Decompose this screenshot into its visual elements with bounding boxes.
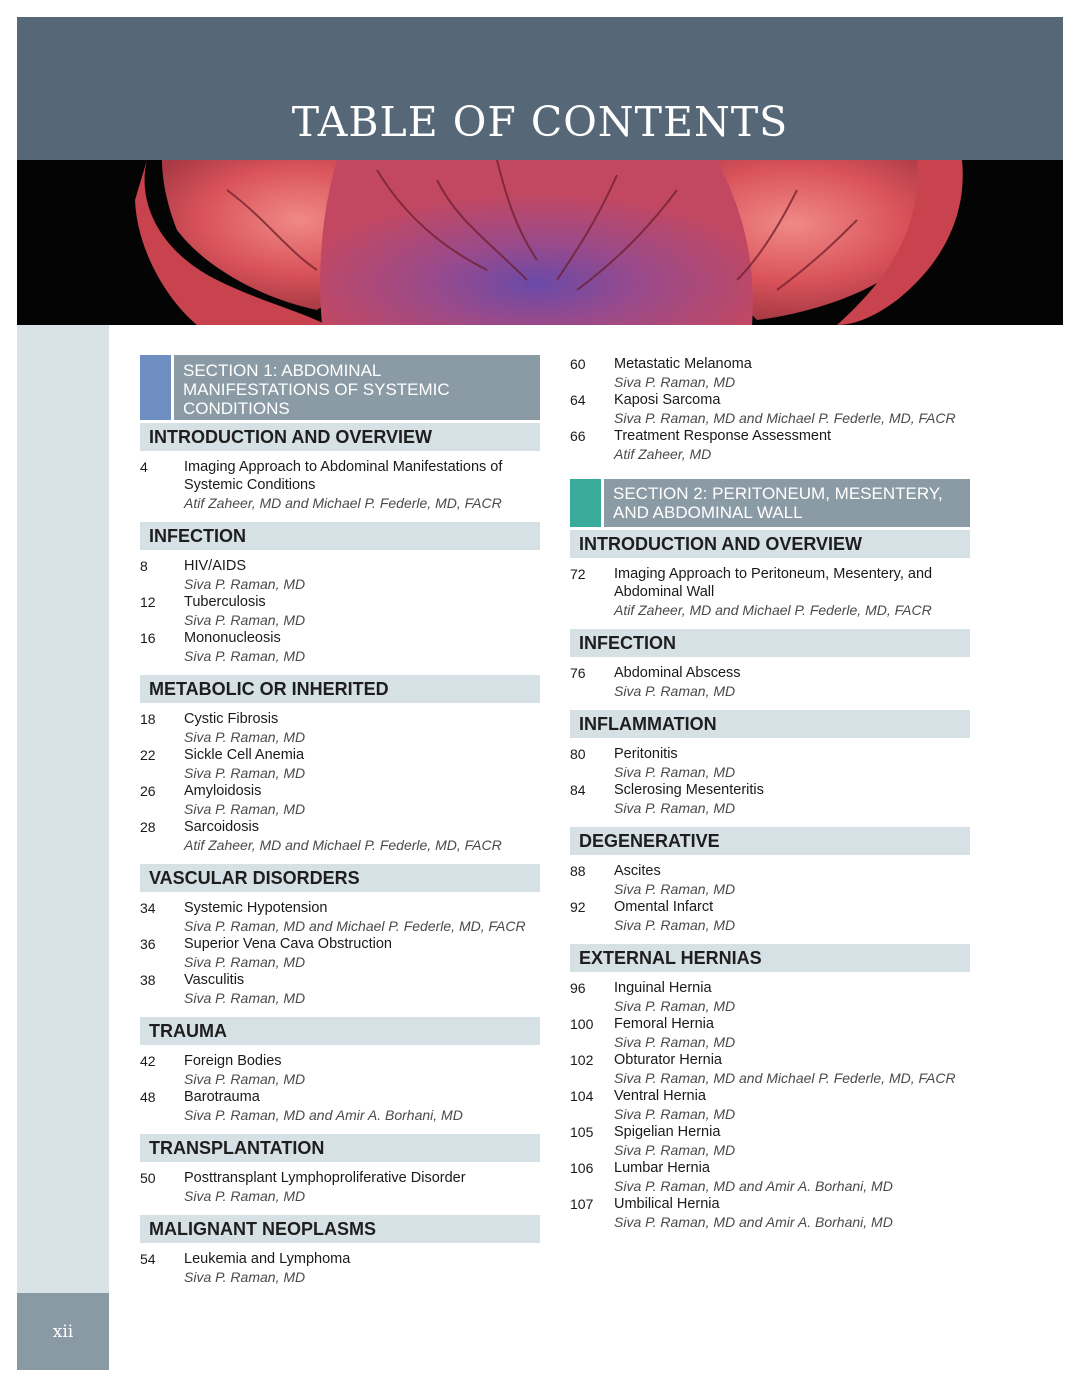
entry-page-number: 100 <box>570 1016 594 1032</box>
entry-page-number: 104 <box>570 1088 594 1104</box>
entry-page-number: 38 <box>140 972 156 988</box>
side-strip <box>17 325 109 1293</box>
entry-list <box>570 972 970 1231</box>
entry-title: HIV/AIDS <box>184 558 247 574</box>
toc-entry[interactable] <box>570 1087 970 1123</box>
anatomy-banner-image <box>17 160 1063 325</box>
category-heading: DEGENERATIVE <box>570 827 970 855</box>
entry-author: Siva P. Raman, MD <box>184 576 306 592</box>
entry-page-number: 107 <box>570 1196 594 1212</box>
entry-title: Femoral Hernia <box>614 1016 714 1032</box>
continued-entries <box>570 355 970 463</box>
entry-author: Siva P. Raman, MD <box>184 612 306 628</box>
entry-author: Siva P. Raman, MD and Amir A. Borhani, MD <box>614 1214 893 1230</box>
entry-page-number: 76 <box>570 665 586 681</box>
category-heading: INFLAMMATION <box>570 710 970 738</box>
toc-entry[interactable] <box>570 1051 970 1087</box>
entry-title: Mononucleosis <box>184 630 281 646</box>
entry-author: Siva P. Raman, MD <box>614 881 736 897</box>
entry-list <box>140 892 540 1007</box>
entry-list <box>570 855 970 934</box>
entry-page-number: 64 <box>570 392 586 408</box>
entry-title: Ventral Hernia <box>614 1088 706 1104</box>
toc-entry[interactable] <box>570 1195 970 1231</box>
entry-author: Siva P. Raman, MD <box>614 800 736 816</box>
entry-title: Foreign Bodies <box>184 1053 282 1069</box>
entry-page-number: 72 <box>570 566 586 582</box>
entry-author: Siva P. Raman, MD <box>184 954 306 970</box>
entry-title: Sarcoidosis <box>184 819 259 835</box>
entry-author: Siva P. Raman, MD and Michael P. Federle, MD, FACR <box>614 1070 956 1086</box>
toc-entry[interactable] <box>570 355 970 391</box>
page-title: TABLE OF CONTENTS <box>291 98 789 146</box>
entry-author: Siva P. Raman, MD <box>184 648 306 664</box>
entry-author: Siva P. Raman, MD <box>184 1188 306 1204</box>
entry-author: Siva P. Raman, MD <box>184 990 306 1006</box>
page-header <box>17 17 1063 160</box>
entry-page-number: 8 <box>140 558 148 574</box>
entry-author: Siva P. Raman, MD <box>614 374 736 390</box>
entry-author: Siva P. Raman, MD and Amir A. Borhani, MD <box>614 1178 893 1194</box>
category-heading: TRANSPLANTATION <box>140 1134 540 1162</box>
toc-entry[interactable] <box>140 935 540 971</box>
entry-page-number: 34 <box>140 900 156 916</box>
entry-author: Siva P. Raman, MD <box>614 1142 736 1158</box>
entry-author: Siva P. Raman, MD <box>184 1071 306 1087</box>
entry-page-number: 18 <box>140 711 156 727</box>
entry-page-number: 42 <box>140 1053 156 1069</box>
section-color-swatch <box>140 355 171 420</box>
entry-title: Inguinal Hernia <box>614 980 712 996</box>
entry-author: Atif Zaheer, MD and Michael P. Federle, MD, FACR <box>184 495 502 511</box>
entry-list <box>140 1045 540 1124</box>
entry-title: Sickle Cell Anemia <box>184 747 305 763</box>
entry-page-number: 50 <box>140 1170 156 1186</box>
toc-entry[interactable] <box>570 427 970 463</box>
entry-title: Umbilical Hernia <box>614 1196 720 1212</box>
toc-entry[interactable] <box>140 1052 540 1088</box>
category-heading: INFECTION <box>570 629 970 657</box>
entry-title: Kaposi Sarcoma <box>614 392 721 408</box>
entry-page-number: 54 <box>140 1251 156 1267</box>
category-heading: MALIGNANT NEOPLASMS <box>140 1215 540 1243</box>
entry-title: Cystic Fibrosis <box>184 711 279 727</box>
entry-page-number: 92 <box>570 899 586 915</box>
toc-categories <box>140 423 540 1286</box>
toc-entry[interactable] <box>140 710 540 746</box>
entry-page-number: 66 <box>570 428 586 444</box>
entry-page-number: 28 <box>140 819 156 835</box>
toc-entry[interactable] <box>570 745 970 781</box>
entry-title: Lumbar Hernia <box>614 1160 710 1176</box>
entry-author: Siva P. Raman, MD and Amir A. Borhani, MD <box>184 1107 463 1123</box>
toc-entry[interactable] <box>140 629 540 665</box>
entry-page-number: 88 <box>570 863 586 879</box>
entry-page-number: 60 <box>570 356 586 372</box>
entry-page-number: 4 <box>140 459 148 475</box>
entry-list <box>570 657 970 700</box>
toc-entry[interactable] <box>140 818 540 854</box>
entry-title: Treatment Response Assessment <box>614 428 832 444</box>
entry-list <box>570 558 970 619</box>
toc-entry[interactable] <box>140 782 540 818</box>
entry-title: Systemic Hypotension <box>184 900 328 916</box>
toc-entry[interactable] <box>570 391 970 427</box>
entry-title: Metastatic Melanoma <box>614 356 752 372</box>
entry-author: Siva P. Raman, MD <box>614 764 736 780</box>
section-2-header <box>570 479 970 527</box>
entry-title: Leukemia and Lymphoma <box>184 1251 351 1267</box>
entry-title: Barotrauma <box>184 1089 260 1105</box>
entry-list <box>140 550 540 665</box>
entry-page-number: 26 <box>140 783 156 799</box>
entry-title: Ascites <box>614 863 661 879</box>
toc-categories <box>570 530 970 1231</box>
entry-title: Abdominal Abscess <box>614 665 741 681</box>
toc-entry[interactable] <box>140 593 540 629</box>
entry-author: Atif Zaheer, MD <box>614 446 712 462</box>
entry-author: Siva P. Raman, MD <box>614 1034 736 1050</box>
entry-title: Omental Infarct <box>614 899 714 915</box>
entry-author: Atif Zaheer, MD and Michael P. Federle, MD, FACR <box>614 602 932 618</box>
entry-title: Imaging Approach to Peritoneum, Mesentery, and Abdominal Wall <box>614 566 933 600</box>
entry-author: Siva P. Raman, MD <box>614 917 736 933</box>
section-title: SECTION 2: PERITONEUM, MESENTERY, AND ABDOMINAL WALL <box>604 479 970 527</box>
toc-entry[interactable] <box>140 458 540 512</box>
toc-entry[interactable] <box>140 971 540 1007</box>
entry-author: Siva P. Raman, MD <box>614 683 736 699</box>
entry-author: Siva P. Raman, MD <box>184 729 306 745</box>
entry-title: Sclerosing Mesenteritis <box>614 782 764 798</box>
entry-page-number: 22 <box>140 747 156 763</box>
category-heading: INTRODUCTION AND OVERVIEW <box>140 423 540 451</box>
category-heading: INTRODUCTION AND OVERVIEW <box>570 530 970 558</box>
entry-author: Siva P. Raman, MD <box>184 765 306 781</box>
toc-entry[interactable] <box>140 1169 540 1205</box>
entry-title: Peritonitis <box>614 746 678 762</box>
toc-entry[interactable] <box>140 746 540 782</box>
section-color-swatch <box>570 479 601 527</box>
toc-entry[interactable] <box>570 781 970 817</box>
toc-entry[interactable] <box>140 557 540 593</box>
entry-page-number: 105 <box>570 1124 594 1140</box>
category-heading: EXTERNAL HERNIAS <box>570 944 970 972</box>
section-1-header <box>140 355 540 420</box>
toc-entry[interactable] <box>570 1159 970 1195</box>
entry-page-number: 80 <box>570 746 586 762</box>
entry-author: Siva P. Raman, MD and Michael P. Federle, MD, FACR <box>184 918 526 934</box>
entry-page-number: 106 <box>570 1160 594 1176</box>
category-heading: TRAUMA <box>140 1017 540 1045</box>
entry-title: Superior Vena Cava Obstruction <box>184 936 392 952</box>
toc-entry[interactable] <box>570 898 970 934</box>
entry-page-number: 48 <box>140 1089 156 1105</box>
toc-entry[interactable] <box>140 1088 540 1124</box>
entry-title: Imaging Approach to Abdominal Manifestations of Systemic Conditions <box>184 459 503 493</box>
toc-column-left <box>140 355 540 1286</box>
entry-page-number: 36 <box>140 936 156 952</box>
entry-author: Siva P. Raman, MD <box>614 1106 736 1122</box>
category-heading: VASCULAR DISORDERS <box>140 864 540 892</box>
entry-page-number: 12 <box>140 594 156 610</box>
entry-title: Amyloidosis <box>184 783 262 799</box>
toc-entry[interactable] <box>570 1123 970 1159</box>
entry-page-number: 102 <box>570 1052 594 1068</box>
section-title: SECTION 1: ABDOMINAL MANIFESTATIONS OF SYSTEMIC CONDITIONS <box>174 355 540 420</box>
entry-page-number: 84 <box>570 782 586 798</box>
entry-page-number: 16 <box>140 630 156 646</box>
toc-entry[interactable] <box>140 1250 540 1286</box>
toc-entry[interactable] <box>570 862 970 898</box>
toc-entry[interactable] <box>140 899 540 935</box>
toc-entry[interactable] <box>570 1015 970 1051</box>
entry-author: Atif Zaheer, MD and Michael P. Federle, MD, FACR <box>184 837 502 853</box>
toc-entry[interactable] <box>570 565 970 619</box>
toc-entry[interactable] <box>570 979 970 1015</box>
entry-list <box>140 1243 540 1286</box>
entry-author: Siva P. Raman, MD and Michael P. Federle, MD, FACR <box>614 410 956 426</box>
category-heading: METABOLIC OR INHERITED <box>140 675 540 703</box>
toc-entry[interactable] <box>570 664 970 700</box>
entry-list <box>140 703 540 854</box>
entry-list <box>570 738 970 817</box>
entry-author: Siva P. Raman, MD <box>614 998 736 1014</box>
entry-title: Posttransplant Lymphoproliferative Disorder <box>184 1170 466 1186</box>
entry-author: Siva P. Raman, MD <box>184 1269 306 1285</box>
entry-title: Tuberculosis <box>184 594 266 610</box>
entry-page-number: 96 <box>570 980 586 996</box>
category-heading: INFECTION <box>140 522 540 550</box>
entry-title: Obturator Hernia <box>614 1052 722 1068</box>
entry-list <box>140 1162 540 1205</box>
entry-author: Siva P. Raman, MD <box>184 801 306 817</box>
page-number: xii <box>17 1293 109 1370</box>
toc-column-right <box>570 355 970 1231</box>
entry-title: Vasculitis <box>184 972 245 988</box>
entry-title: Spigelian Hernia <box>614 1124 721 1140</box>
entry-list <box>140 451 540 512</box>
